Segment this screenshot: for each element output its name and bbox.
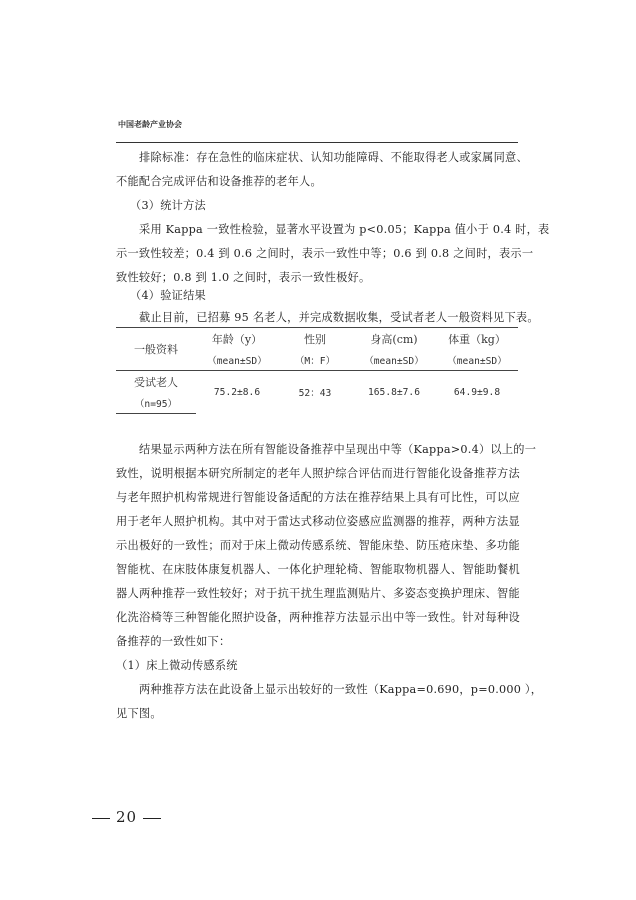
exclusion-criteria-line-1: 排除标准：存在急性的临床症状、认知功能障碍、不能取得老人或家属同意、 xyxy=(139,151,528,164)
stats-method-heading: （3）统计方法 xyxy=(130,199,206,212)
col-general-header: 一般资料 xyxy=(116,328,196,371)
findings-line-7: 器人两种推荐一致性较好；对于抗干扰生理监测贴片、多姿态变换护理床、智能 xyxy=(116,587,520,600)
findings-line-4: 用于老年人照护机构。其中对于雷达式移动位姿感应监测器的推荐，两种方法显 xyxy=(116,515,520,528)
page-number xyxy=(86,808,206,826)
table-row xyxy=(116,371,518,393)
exclusion-criteria-line-2: 不能配合完成评估和设备推荐的老年人。 xyxy=(116,175,322,188)
col-height-header: 身高(cm) xyxy=(352,328,436,350)
participant-info-table xyxy=(116,327,518,414)
findings-line-3: 与老年照护机构常规进行智能设备适配的方法在推荐结果上具有可比性，可以应 xyxy=(116,491,520,504)
page-number-dash-left xyxy=(92,818,110,819)
results-heading: （4）验证结果 xyxy=(130,289,206,302)
findings-line-1: 结果显示两种方法在所有智能设备推荐中呈现出中等（Kappa>0.4）以上的一 xyxy=(139,443,537,456)
device1-heading: （1）床上微动传感系统 xyxy=(116,659,238,672)
header-rule xyxy=(116,142,518,143)
device1-line-2: 见下图。 xyxy=(116,707,162,720)
row-label-n: （n=95） xyxy=(116,392,196,414)
col-weight-header: 体重（kg） xyxy=(436,328,518,350)
col-sex-header: 性别 xyxy=(278,328,352,350)
findings-line-2: 致性，说明根据本研究所制定的老年人照护综合评估而进行智能化设备推荐方法 xyxy=(116,467,520,480)
col-age-header: 年龄（y） xyxy=(196,328,278,350)
cell-weight: 64.9±9.8 xyxy=(453,386,501,398)
cell-height: 165.8±7.6 xyxy=(368,386,420,398)
findings-line-8: 化洗浴椅等三种智能化照护设备，两种推荐方法显示出中等一致性。针对每种设 xyxy=(116,611,520,624)
col-sex-unit: （M：F） xyxy=(294,355,336,367)
stats-method-line-3: 致性较好；0.8 到 1.0 之间时，表示一致性极好。 xyxy=(116,271,371,284)
results-intro: 截止目前，已招募 95 名老人，并完成数据收集，受试者老人一般资料见下表。 xyxy=(139,311,539,324)
row-label: 受试老人 xyxy=(134,375,178,389)
findings-line-5: 示出极好的一致性；而对于床上微动传感系统、智能床垫、防压疮床垫、多功能 xyxy=(116,539,520,552)
col-age-unit: （mean±SD） xyxy=(207,355,267,367)
page-number-dash-right xyxy=(143,818,161,819)
stats-method-line-2: 示一致性较差；0.4 到 0.6 之间时，表示一致性中等；0.6 到 0.8 之间时，表示一 xyxy=(116,247,534,260)
cell-age: 75.2±8.6 xyxy=(213,386,261,398)
col-weight-unit: （mean±SD） xyxy=(447,355,507,367)
page-number-value: 20 xyxy=(116,808,138,826)
page-header-org: 中国老龄产业协会 xyxy=(118,120,182,129)
col-height-unit: （mean±SD） xyxy=(364,355,424,367)
findings-line-6: 智能枕、在床肢体康复机器人、一体化护理轮椅、智能取物机器人、智能助餐机 xyxy=(116,563,520,576)
cell-sex: 52：43 xyxy=(298,388,332,400)
stats-method-line-1: 采用 Kappa 一致性检验，显著水平设置为 p<0.05；Kappa 值小于 0.4 时，表 xyxy=(139,223,550,236)
table-header-row xyxy=(116,328,518,350)
device1-line-1: 两种推荐方法在此设备上显示出较好的一致性（Kappa=0.690，p=0.000 ）， xyxy=(139,683,543,696)
findings-line-9: 备推荐的一致性如下： xyxy=(116,635,231,648)
